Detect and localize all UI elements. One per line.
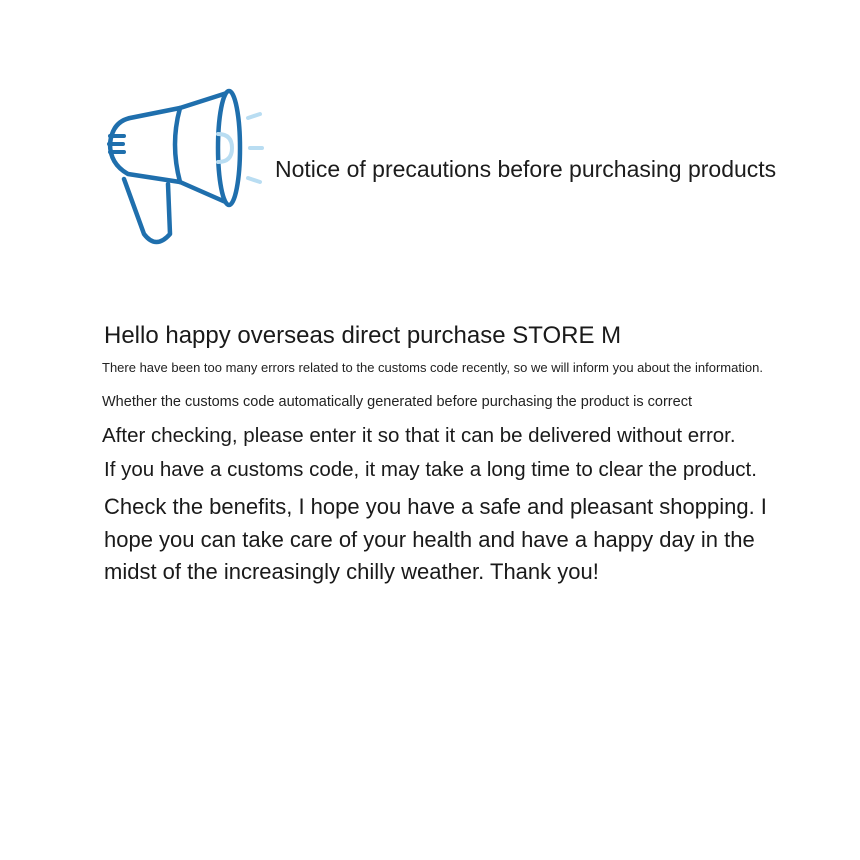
notice-line-clearance-time: If you have a customs code, it may take a long time to clear the product.	[104, 458, 757, 481]
megaphone-bell	[218, 91, 240, 205]
sound-wave-top	[248, 114, 260, 118]
closing-message: Check the benefits, I hope you have a safe and pleasant shopping. I hope you can take care of your health and have a happy day in the midst of the increasingly chilly weather. Thank you!	[104, 494, 767, 584]
sound-wave-bottom	[248, 178, 260, 182]
notice-line-enter-code: After checking, please enter it so that it can be delivered without error.	[102, 424, 736, 447]
notice-line-customs-check: Whether the customs code automatically generated before purchasing the product is correct	[102, 394, 692, 410]
megaphone-icon	[100, 84, 270, 254]
megaphone-handle	[124, 179, 170, 242]
notice-heading: Notice of precautions before purchasing products	[275, 156, 777, 182]
store-greeting: Hello happy overseas direct purchase STORE M	[104, 322, 622, 349]
notice-line-customs-errors: There have been too many errors related to the customs code recently, so we will inform you about the information.	[102, 360, 763, 375]
